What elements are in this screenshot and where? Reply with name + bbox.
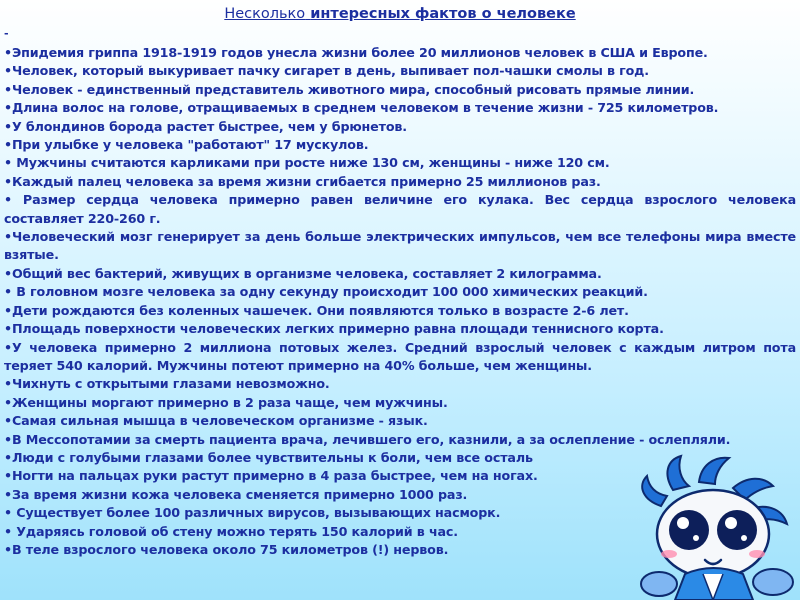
fact-item: • В головном мозге человека за одну секунду происходит 100 000 химических реакций. [4,283,796,301]
fact-item: • Каждый палец человека за время жизни сгибается примерно 25 миллионов раз. [4,173,796,191]
fact-item: • Самая сильная мышца в человеческом организме - язык. [4,412,796,430]
page-title [0,6,800,22]
fact-item: • У человека примерно 2 миллиона потовых желез. Средний взрослый человек с каждым литром пота теряет 540 калорий. Мужчины потеют примерно на 40% больше, чем женщины. [4,339,796,376]
fact-item: • Ногти на пальцах руки растут примерно в 4 раза быстрее, чем на ногах. [4,467,604,485]
fact-item: • В Мессопотамии за смерть пациента врача, лечившего его, казнили, а за ослепление - ослепляли. [4,431,796,449]
page-title-lead: Несколько [224,6,306,22]
fact-item: • Чихнуть с открытыми глазами невозможно. [4,375,796,393]
fact-item: • Длина волос на голове, отращиваемых в среднем человеком в течение жизни - 725 километров. [4,99,796,117]
fact-item: • Человеческий мозг генерирует за день больше электрических импульсов, чем все телефоны мира вместе взятые. [4,228,796,265]
fact-item: • Общий вес бактерий, живущих в организме человека, составляет 2 килограмма. [4,265,796,283]
mascot-arm-left [641,572,677,596]
fact-item: • Человек - единственный представитель животного мира, способный рисовать прямые линии. [4,81,796,99]
fact-item: • Люди с голубыми глазами более чувствительны к боли, чем все осталь [4,449,604,467]
cartoon-mascot-illustration [633,450,800,600]
fact-item: • Существует более 100 различных вирусов, вызывающих насморк. [4,504,604,522]
fact-item: • У блондинов борода растет быстрее, чем у брюнетов. [4,118,796,136]
fact-item: • Площадь поверхности человеческих легких примерно равна площади теннисного корта. [4,320,796,338]
fact-item: • Мужчины считаются карликами при росте ниже 130 см, женщины - ниже 120 см. [4,154,796,172]
fact-item: • Человек, который выкуривает пачку сигарет в день, выпивает пол-чашки смолы в год. [4,62,796,80]
fact-item: • При улыбке у человека "работают" 17 мускулов. [4,136,796,154]
fact-item: • Дети рождаются без коленных чашечек. Они появляются только в возрасте 2-6 лет. [4,302,796,320]
fact-item: • Размер сердца человека примерно равен величине его кулака. Вес сердца взрослого человека составляет 220-260 г. [4,191,796,228]
fact-item: • Эпидемия гриппа 1918-1919 годов унесла жизни более 20 миллионов человек в США и Европе. [4,44,796,62]
fact-item: • В теле взрослого человека около 75 километров (!) нервов. [4,541,604,559]
list-marker: - [4,27,9,40]
fact-item: • Ударяясь головой об стену можно терять 150 калорий в час. [4,523,604,541]
fact-item: • Женщины моргают примерно в 2 раза чаще, чем мужчины. [4,394,796,412]
page-title-rest: интересных фактов о человеке [310,6,576,22]
fact-item: • За время жизни кожа человека сменяется примерно 1000 раз. [4,486,604,504]
mascot-arm-right [753,569,793,595]
